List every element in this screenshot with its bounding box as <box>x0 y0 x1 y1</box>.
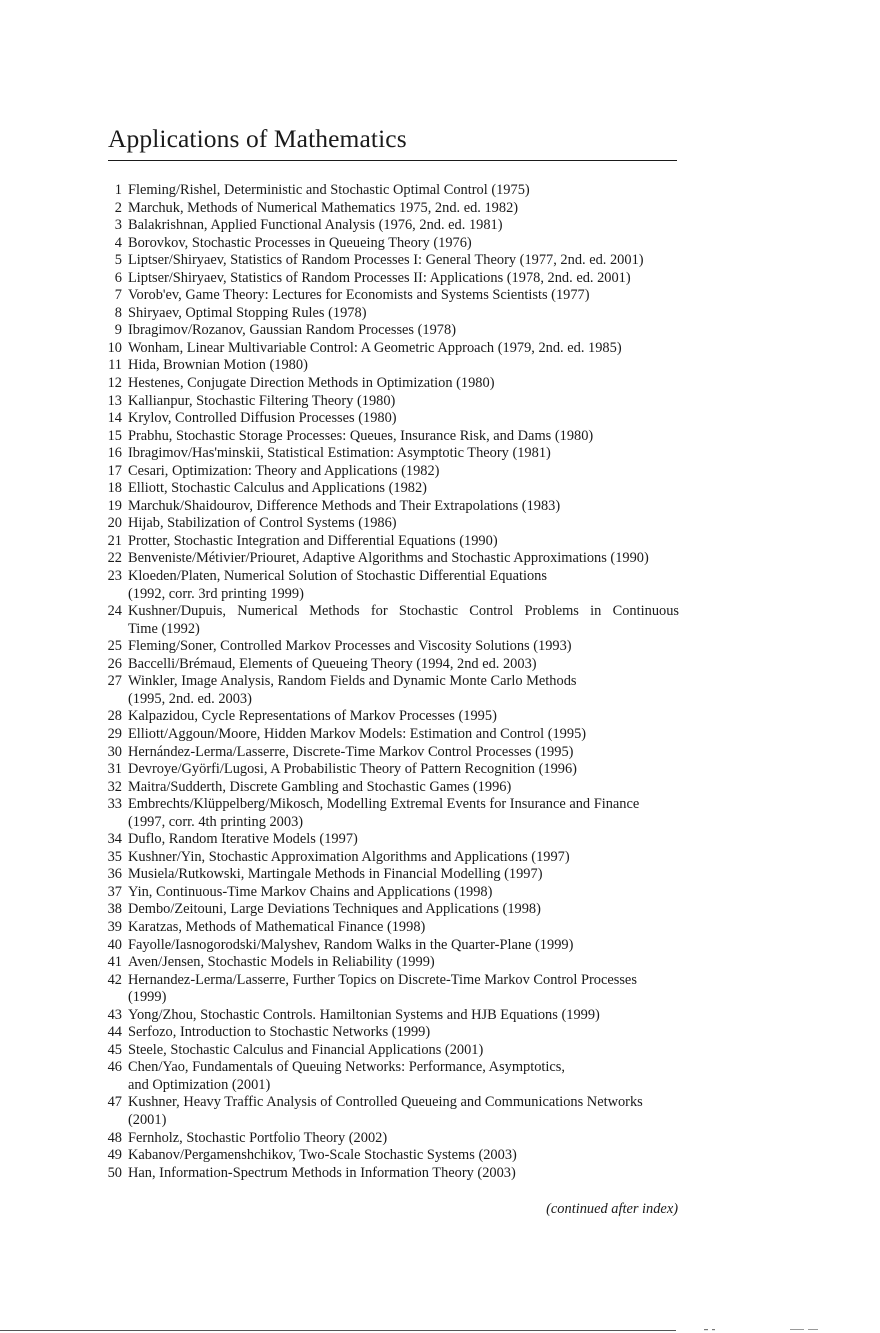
entry-line: (2001) <box>128 1111 167 1128</box>
list-item <box>0 831 880 849</box>
entry-line: Dembo/Zeitouni, Large Deviations Techniques and Applications (1998) <box>128 901 541 918</box>
entry-number: 6 <box>114 269 122 286</box>
entry-number: 50 <box>107 1164 122 1181</box>
list-item <box>0 428 880 446</box>
entry-number: 25 <box>107 638 122 655</box>
list-item <box>0 393 880 411</box>
entry-text <box>128 200 679 218</box>
entry-number: 11 <box>108 357 122 374</box>
entry-number: 35 <box>107 848 122 865</box>
entry-text <box>128 550 679 568</box>
page-title: Applications of Mathematics <box>108 124 407 153</box>
entry-number: 30 <box>107 743 122 760</box>
entry-number: 4 <box>114 234 122 251</box>
entry-number: 27 <box>107 673 122 690</box>
entry-number: 22 <box>107 550 122 567</box>
entry-line: Steele, Stochastic Calculus and Financial Applications (2001) <box>128 1041 484 1058</box>
entry-text <box>128 884 679 902</box>
entry-line: Fleming/Rishel, Deterministic and Stochastic Optimal Control (1975) <box>128 182 530 198</box>
entry-text <box>128 1147 679 1165</box>
list-item <box>0 498 880 516</box>
list-item <box>0 287 880 305</box>
entry-text <box>128 305 679 323</box>
entry-text <box>128 972 679 1007</box>
entry-line: Maitra/Sudderth, Discrete Gambling and Stochastic Games (1996) <box>128 778 512 795</box>
entry-number: 8 <box>114 304 122 321</box>
entry-line: Benveniste/Métivier/Priouret, Adaptive Algorithms and Stochastic Approximations (1990) <box>128 550 649 567</box>
entry-line: Cesari, Optimization: Theory and Applications (1982) <box>128 462 440 479</box>
entry-text <box>128 1024 679 1042</box>
entry-text <box>128 937 679 955</box>
entry-number: 5 <box>114 252 122 269</box>
entry-line: Kloeden/Platen, Numerical Solution of Stochastic Differential Equations <box>128 568 547 585</box>
entry-line: Hijab, Stabilization of Control Systems (1986) <box>128 515 397 532</box>
entry-line: Krylov, Controlled Diffusion Processes (1980) <box>128 410 397 427</box>
entry-line: Elliott, Stochastic Calculus and Applications (1982) <box>128 480 427 497</box>
list-item <box>0 726 880 744</box>
entry-line: Liptser/Shiryaev, Statistics of Random Processes II: Applications (1978, 2nd. ed. 2001) <box>128 269 631 286</box>
entry-text <box>128 287 679 305</box>
entry-text <box>128 568 679 603</box>
entry-line: Kushner/Dupuis, Numerical Methods for Stochastic Control Problems in Continuous <box>128 603 679 620</box>
entry-number: 17 <box>107 462 122 479</box>
entry-number: 31 <box>107 761 122 778</box>
list-item <box>0 182 880 200</box>
entry-line: Yong/Zhou, Stochastic Controls. Hamiltonian Systems and HJB Equations (1999) <box>128 1006 600 1023</box>
entry-number: 43 <box>107 1006 122 1023</box>
entry-text <box>128 533 679 551</box>
entry-line: Marchuk, Methods of Numerical Mathematics 1975, 2nd. ed. 1982) <box>128 199 519 216</box>
entry-line: and Optimization (2001) <box>128 1076 271 1093</box>
list-item <box>0 410 880 428</box>
list-item <box>0 357 880 375</box>
entry-text <box>128 235 679 253</box>
entry-line: Ibragimov/Rozanov, Gaussian Random Processes (1978) <box>128 322 456 339</box>
list-item <box>0 1042 880 1060</box>
list-item <box>0 200 880 218</box>
entry-line: Hestenes, Conjugate Direction Methods in Optimization (1980) <box>128 375 495 392</box>
list-item <box>0 1094 880 1129</box>
list-item <box>0 744 880 762</box>
entry-line: Yin, Continuous-Time Markov Chains and Applications (1998) <box>128 883 493 900</box>
entry-number: 14 <box>107 410 122 427</box>
entry-text <box>128 1007 679 1025</box>
list-item <box>0 954 880 972</box>
list-item <box>0 1165 880 1183</box>
entry-text <box>128 954 679 972</box>
entry-number: 26 <box>107 655 122 672</box>
list-item <box>0 550 880 568</box>
list-item <box>0 305 880 323</box>
entry-number: 44 <box>107 1024 122 1041</box>
list-item <box>0 1007 880 1025</box>
entry-number: 20 <box>107 515 122 532</box>
entry-line: Winkler, Image Analysis, Random Fields and Dynamic Monte Carlo Methods <box>128 673 577 690</box>
entry-text <box>128 726 679 744</box>
entry-text <box>128 340 679 358</box>
entry-line: Aven/Jensen, Stochastic Models in Reliability (1999) <box>128 954 435 971</box>
entry-text <box>128 638 679 656</box>
entry-text <box>128 779 679 797</box>
entry-text <box>128 357 679 375</box>
entry-line: Prabhu, Stochastic Storage Processes: Queues, Insurance Risk, and Dams (1980) <box>128 427 594 444</box>
entry-text <box>128 515 679 533</box>
entry-number: 41 <box>107 954 122 971</box>
entry-line: Karatzas, Methods of Mathematical Finance (1998) <box>128 918 426 935</box>
page-bottom-rule <box>0 1330 676 1331</box>
entry-text <box>128 919 679 937</box>
entry-number: 2 <box>114 199 122 216</box>
entry-number: 19 <box>107 497 122 514</box>
entry-line: (1997, corr. 4th printing 2003) <box>128 813 304 830</box>
entry-number: 32 <box>107 778 122 795</box>
entry-line: Hernández-Lerma/Lasserre, Discrete-Time Markov Control Processes (1995) <box>128 743 574 760</box>
entry-number: 42 <box>107 971 122 988</box>
entry-line: Hida, Brownian Motion (1980) <box>128 357 308 374</box>
entry-text <box>128 761 679 779</box>
entry-number: 3 <box>114 217 122 234</box>
list-item <box>0 708 880 726</box>
entry-text <box>128 322 679 340</box>
series-list <box>0 182 880 1182</box>
entry-line: Fayolle/Iasnogorodski/Malyshev, Random Walks in the Quarter-Plane (1999) <box>128 936 574 953</box>
entry-line: Kallianpur, Stochastic Filtering Theory (1980) <box>128 392 396 409</box>
entry-line: Han, Information-Spectrum Methods in Information Theory (2003) <box>128 1164 516 1181</box>
list-item <box>0 1130 880 1148</box>
list-item <box>0 1147 880 1165</box>
entry-number: 24 <box>107 603 122 620</box>
list-item <box>0 515 880 533</box>
entry-line: Fernholz, Stochastic Portfolio Theory (2002) <box>128 1129 388 1146</box>
entry-number: 28 <box>107 708 122 725</box>
entry-text <box>128 1042 679 1060</box>
entry-line: Musiela/Rutkowski, Martingale Methods in Financial Modelling (1997) <box>128 866 543 883</box>
entry-number: 48 <box>107 1129 122 1146</box>
list-item <box>0 568 880 603</box>
entry-text <box>128 656 679 674</box>
entry-line: Wonham, Linear Multivariable Control: A Geometric Approach (1979, 2nd. ed. 1985) <box>128 339 622 356</box>
entry-number: 34 <box>107 831 122 848</box>
entry-text <box>128 252 679 270</box>
entry-text <box>128 866 679 884</box>
scan-specks <box>700 1325 840 1333</box>
list-item <box>0 901 880 919</box>
entry-number: 38 <box>107 901 122 918</box>
entry-text <box>128 445 679 463</box>
entry-line: Time (1992) <box>128 620 200 637</box>
list-item <box>0 445 880 463</box>
entry-number: 13 <box>107 392 122 409</box>
entry-number: 18 <box>107 480 122 497</box>
entry-number: 49 <box>107 1147 122 1164</box>
entry-line: Kabanov/Pergamenshchikov, Two-Scale Stochastic Systems (2003) <box>128 1147 517 1164</box>
entry-line: Duflo, Random Iterative Models (1997) <box>128 831 358 848</box>
entry-number: 47 <box>107 1094 122 1111</box>
entry-text <box>128 1130 679 1148</box>
list-item <box>0 796 880 831</box>
list-item <box>0 638 880 656</box>
list-item <box>0 322 880 340</box>
entry-text <box>128 270 679 288</box>
entry-text <box>128 463 679 481</box>
entry-line: Kushner, Heavy Traffic Analysis of Controlled Queueing and Communications Networks <box>128 1094 643 1111</box>
entry-number: 46 <box>107 1059 122 1076</box>
entry-line: Shiryaev, Optimal Stopping Rules (1978) <box>128 304 367 321</box>
entry-text <box>128 393 679 411</box>
entry-text <box>128 480 679 498</box>
entry-text <box>128 603 679 638</box>
entry-number: 23 <box>107 568 122 585</box>
entry-text <box>128 673 679 708</box>
entry-line: Balakrishnan, Applied Functional Analysis (1976, 2nd. ed. 1981) <box>128 217 503 234</box>
list-item <box>0 866 880 884</box>
entry-line: (1999) <box>128 989 167 1006</box>
list-item <box>0 533 880 551</box>
list-item <box>0 217 880 235</box>
entry-text <box>128 831 679 849</box>
entry-number: 10 <box>107 339 122 356</box>
list-item <box>0 603 880 638</box>
entry-text <box>128 744 679 762</box>
entry-line: Baccelli/Brémaud, Elements of Queueing Theory (1994, 2nd ed. 2003) <box>128 655 537 672</box>
list-item <box>0 937 880 955</box>
entry-text <box>128 708 679 726</box>
entry-text <box>128 182 679 200</box>
entry-number: 40 <box>107 936 122 953</box>
entry-text <box>128 1094 679 1129</box>
list-item <box>0 1059 880 1094</box>
list-item <box>0 235 880 253</box>
entry-text <box>128 375 679 393</box>
entry-line: Elliott/Aggoun/Moore, Hidden Markov Models: Estimation and Control (1995) <box>128 725 587 742</box>
entry-number: 9 <box>114 322 122 339</box>
entry-line: (1995, 2nd. ed. 2003) <box>128 690 252 707</box>
list-item <box>0 884 880 902</box>
list-item <box>0 972 880 1007</box>
entry-number: 15 <box>107 427 122 444</box>
list-item <box>0 270 880 288</box>
list-item <box>0 761 880 779</box>
entry-number: 21 <box>107 532 122 549</box>
entry-line: Chen/Yao, Fundamentals of Queuing Networks: Performance, Asymptotics, <box>128 1059 565 1076</box>
entry-line: (1992, corr. 3rd printing 1999) <box>128 585 304 602</box>
entry-number: 29 <box>107 725 122 742</box>
list-item <box>0 375 880 393</box>
entry-text <box>128 410 679 428</box>
entry-number: 1 <box>114 182 122 198</box>
list-item <box>0 1024 880 1042</box>
entry-line: Kushner/Yin, Stochastic Approximation Algorithms and Applications (1997) <box>128 848 570 865</box>
entry-text <box>128 1059 679 1094</box>
entry-line: Serfozo, Introduction to Stochastic Networks (1999) <box>128 1024 431 1041</box>
entry-number: 39 <box>107 918 122 935</box>
entry-number: 37 <box>107 883 122 900</box>
entry-number: 33 <box>107 796 122 813</box>
entry-number: 36 <box>107 866 122 883</box>
list-item <box>0 849 880 867</box>
list-item <box>0 673 880 708</box>
title-rule <box>108 160 677 161</box>
entry-line: Borovkov, Stochastic Processes in Queueing Theory (1976) <box>128 234 472 251</box>
list-item <box>0 463 880 481</box>
entry-text <box>128 1165 679 1183</box>
entry-text <box>128 428 679 446</box>
entry-text <box>128 796 679 831</box>
entry-line: Ibragimov/Has'minskii, Statistical Estimation: Asymptotic Theory (1981) <box>128 445 551 462</box>
list-item <box>0 252 880 270</box>
entry-number: 12 <box>107 375 122 392</box>
entry-line: Vorob'ev, Game Theory: Lectures for Economists and Systems Scientists (1977) <box>128 287 590 304</box>
continued-note: (continued after index) <box>546 1201 678 1217</box>
list-item <box>0 340 880 358</box>
list-item <box>0 779 880 797</box>
entry-text <box>128 901 679 919</box>
entry-line: Hernandez-Lerma/Lasserre, Further Topics on Discrete-Time Markov Control Processes <box>128 971 637 988</box>
entry-line: Liptser/Shiryaev, Statistics of Random Processes I: General Theory (1977, 2nd. ed. 2001) <box>128 252 644 269</box>
entry-line: Kalpazidou, Cycle Representations of Markov Processes (1995) <box>128 708 497 725</box>
entry-text <box>128 849 679 867</box>
entry-line: Devroye/Györfi/Lugosi, A Probabilistic Theory of Pattern Recognition (1996) <box>128 761 577 778</box>
entry-text <box>128 217 679 235</box>
entry-number: 45 <box>107 1041 122 1058</box>
list-item <box>0 656 880 674</box>
list-item <box>0 919 880 937</box>
entry-number: 7 <box>114 287 122 304</box>
list-item <box>0 480 880 498</box>
entry-number: 16 <box>107 445 122 462</box>
entry-line: Embrechts/Klüppelberg/Mikosch, Modelling Extremal Events for Insurance and Finance <box>128 796 640 813</box>
entry-line: Fleming/Soner, Controlled Markov Processes and Viscosity Solutions (1993) <box>128 638 572 655</box>
entry-line: Marchuk/Shaidourov, Difference Methods and Their Extrapolations (1983) <box>128 497 561 514</box>
entry-text <box>128 498 679 516</box>
entry-line: Protter, Stochastic Integration and Differential Equations (1990) <box>128 532 498 549</box>
